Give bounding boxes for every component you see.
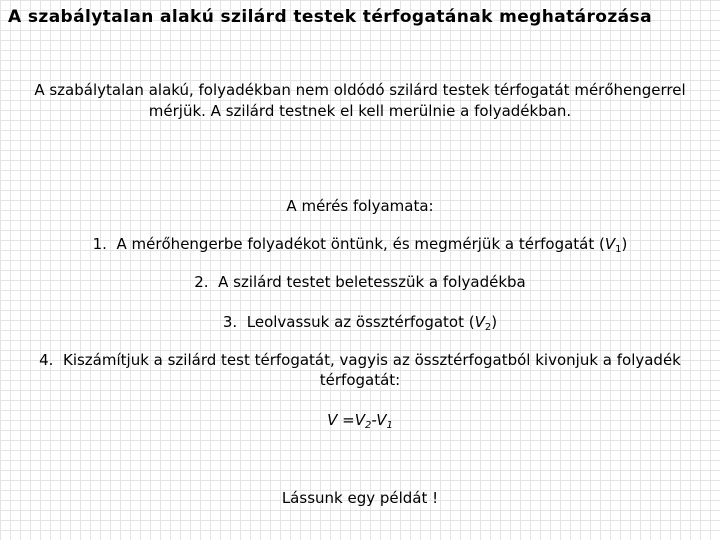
step-4 (10, 350, 710, 390)
step-text: A szilárd testet beletesszük a folyadékba (218, 273, 526, 291)
subscript: 2 (484, 322, 492, 333)
step-number: 4. (39, 351, 54, 369)
variable-v: V (474, 313, 485, 331)
variable-v: V (604, 235, 616, 253)
step-number: 1. (92, 235, 107, 253)
step-3 (0, 312, 720, 332)
subscript: 1 (615, 244, 622, 255)
step-1 (0, 234, 720, 254)
step-text: A mérőhengerbe folyadékot öntünk, és megmérjük a térfogatát ( (116, 235, 605, 253)
step-text: Leolvassuk az össztérfogatot ( (246, 313, 475, 331)
intro-paragraph: A szabálytalan alakú, folyadékban nem oldódó szilárd testek térfogatát mérőhengerrel mérjük. A szilárd testnek el kell merülnie a folyadékban. (34, 81, 686, 120)
step-number: 2. (194, 273, 209, 291)
process-heading: A mérés folyamata: (286, 197, 434, 215)
formula-v2: V (354, 411, 366, 429)
step-2 (0, 272, 720, 292)
formula-v2-subscript: 2 (365, 420, 372, 431)
formula-minus: - (371, 411, 377, 429)
closing-paren: ) (491, 313, 498, 331)
step-text: Kiszámítjuk a szilárd test térfogatát, vagyis az össztérfogatból kivonjuk a folyadék térfogatát: (62, 351, 681, 389)
formula (0, 410, 720, 430)
step-number: 3. (222, 313, 238, 331)
slide-title: A szabálytalan alakú szilárd testek térfogatának meghatározása (8, 7, 652, 27)
formula-v1: V (376, 411, 387, 429)
formula-lhs: V = (327, 411, 355, 429)
closing-paren: ) (621, 235, 628, 253)
closing-text: Lássunk egy példát ! (281, 489, 439, 507)
formula-v1-subscript: 1 (386, 420, 393, 431)
